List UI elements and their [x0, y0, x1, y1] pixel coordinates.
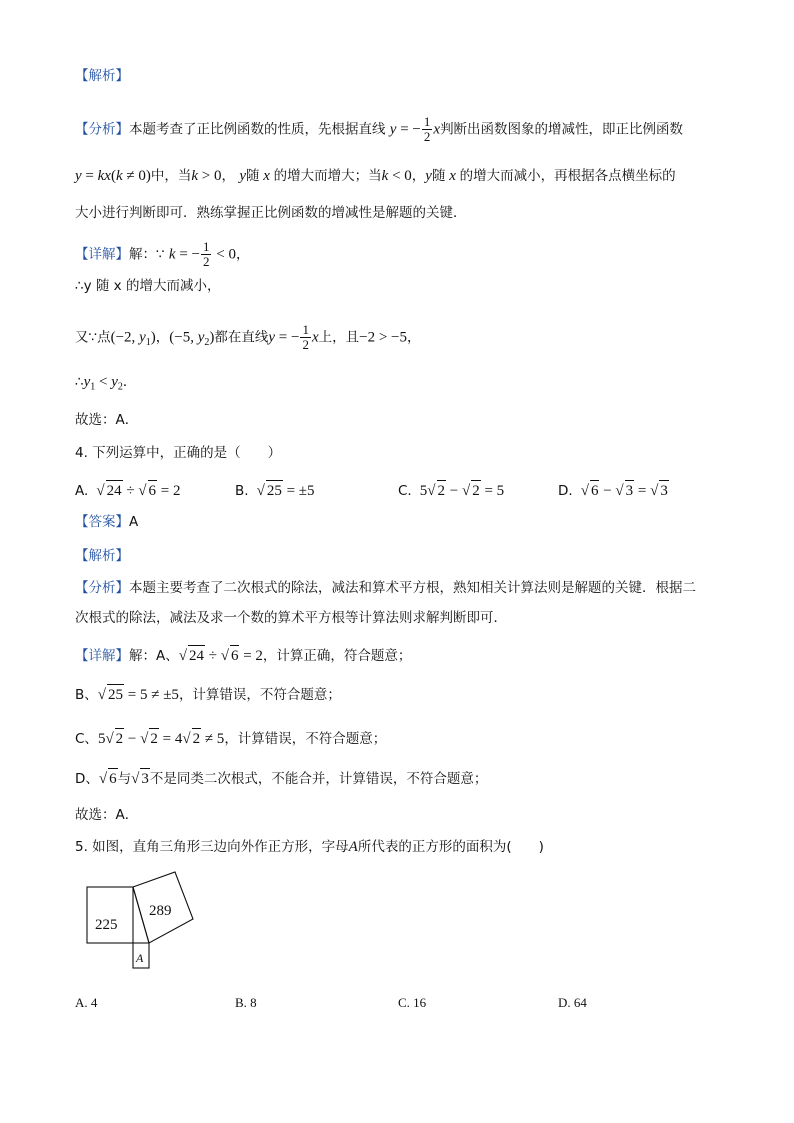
q4-detail-b: B、√ 25 = 5 ≠ ±5，计算错误，不符合题意； — [75, 684, 341, 705]
q4-detail-a: 【详解】解：A、√ 24 ÷ √ 6 = 2，计算正确，符合题意； — [75, 645, 411, 666]
q4-detail-c: C、5√ 2 − √ 2 = 4√ 2 ≠ 5，计算错误，不符合题意； — [75, 728, 386, 749]
q5-option-a: A. 4 — [75, 995, 98, 1010]
analysis-tag: 【解析】 — [75, 68, 129, 84]
q5-option-b: B. 8 — [235, 995, 257, 1010]
q3-analysis-line-1: 【分析】本题考查了正比例函数的性质，先根据直线 y = − $\frac{1}{2}$ x判断出函数图象的增减性，即正比例函数 — [75, 114, 684, 144]
q5-option-d: D. 64 — [558, 995, 587, 1010]
q4-stem: 4. 下列运算中，正确的是（ ） — [75, 445, 282, 461]
q3-decreasing-line: ∴y 随 x 的增大而减小， — [75, 278, 221, 294]
q4-analysis-line-1: 【分析】本题主要考查了二次根式的除法，减法和算术平方根，熟知相关计算法则是解题的关键．根据二 — [75, 580, 696, 596]
q4-detail-d: D、√ 6与√ 3不是同类二次根式，不能合并，计算错误，不符合题意； — [75, 768, 487, 789]
q4-option-b: B. √ 25 = ±5 — [235, 480, 315, 501]
square-225-label: 225 — [95, 917, 118, 933]
q5-stem: 5. 如图，直角三角形三边向外作正方形，字母A所代表的正方形的面积为( ) — [75, 839, 544, 855]
q5-figure — [80, 866, 200, 974]
q3-analysis-line-3: 大小进行判断即可．熟练掌握正比例函数的增减性是解题的关键． — [75, 205, 467, 221]
q3-analysis-line-2: y = kx(k ≠ 0)中，当k > 0， y随 x 的增大而增大；当k < 0，y随 x 的增大而减小，再根据各点横坐标的 — [75, 168, 676, 184]
q3-detail-line: 【详解】解：∵ k = − $\frac{1}{2}$ < 0， — [75, 239, 250, 269]
q4-answer: 【答案】A — [75, 514, 139, 530]
q3-choice: 故选：A． — [75, 412, 139, 428]
q3-conclusion: $\therefore y_1 < y_2$． — [75, 374, 137, 393]
q4-option-c: C. 5√ 2 − √ 2 = 5 — [398, 480, 504, 501]
q4-analysis-tag: 【解析】 — [75, 548, 129, 564]
square-289-label: 289 — [149, 903, 172, 919]
q4-option-a: A. √ 24 ÷ √ 6 = 2 — [75, 480, 181, 501]
square-a-label: A — [136, 951, 144, 965]
q3-points-line: 又∵点(−2, $y_1$)，(−5, $y_2$)都在直线y = − $\frac{1}{2}$ x上，且−2 > −5， — [75, 322, 421, 352]
q4-option-d: D. √ 6 − √ 3 = √ 3 — [558, 480, 669, 501]
q4-analysis-line-2: 次根式的除法，减法及求一个数的算术平方根等计算法则求解判断即可． — [75, 610, 507, 626]
q5-option-c: C. 16 — [398, 995, 427, 1010]
q4-choice: 故选：A． — [75, 807, 139, 823]
